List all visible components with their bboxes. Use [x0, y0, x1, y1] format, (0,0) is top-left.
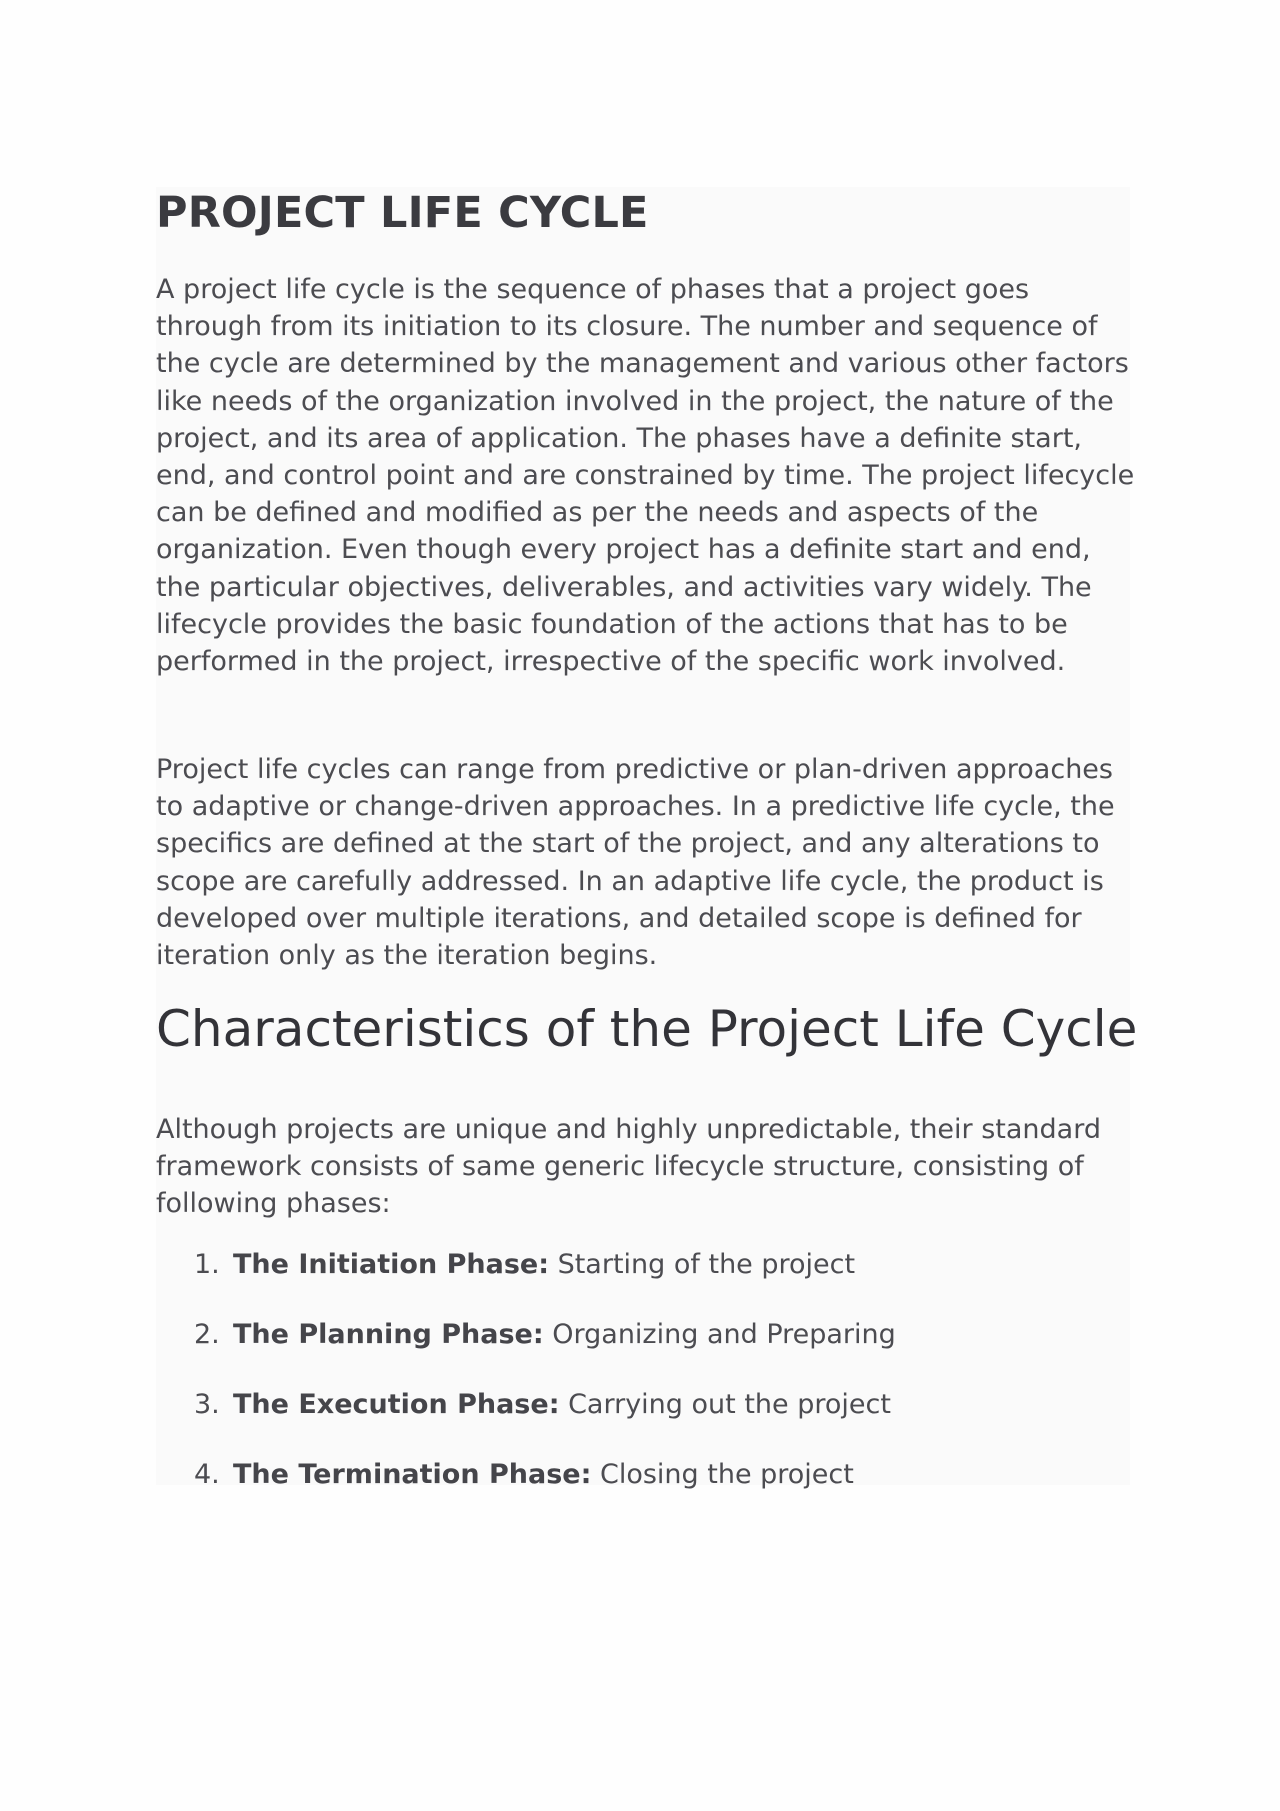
- phase-description: Closing the project: [591, 1459, 854, 1490]
- document-body: [156, 187, 1138, 1490]
- phase-name: The Planning Phase:: [233, 1319, 544, 1350]
- phase-description: Organizing and Preparing: [543, 1319, 896, 1350]
- phase-description: Carrying out the project: [559, 1389, 891, 1420]
- list-item: [156, 1316, 896, 1386]
- list-number: 1.: [194, 1249, 220, 1280]
- list-item: [156, 1386, 896, 1456]
- list-number: 3.: [194, 1389, 220, 1420]
- list-item: [156, 1456, 896, 1526]
- phase-description: Starting of the project: [549, 1249, 856, 1280]
- phase-list: [156, 1246, 896, 1526]
- list-item: [156, 1246, 896, 1316]
- document-title: PROJECT LIFE CYCLE: [156, 188, 649, 238]
- phase-name: The Termination Phase:: [233, 1459, 592, 1490]
- intro-paragraph: A project life cycle is the sequence of phases that a project goes through from its initiation to its closure. The number and sequence of the cycle are determined by the management and various other factors like needs of the organization involved in the project, the nature of the project, and its area of application. The phases have a definite start, end, and control point and are constrained by time. The project lifecycle can be defined and modified as per the needs and aspects of the organization. Even though every project has a definite start and end, the particular objectives, deliverables, and activities vary widely. The lifecycle provides the basic foundation of the actions that has to be performed in the project, irrespective of the specific work involved.: [156, 274, 1135, 678]
- approaches-paragraph: Project life cycles can range from predictive or plan-driven approaches to adaptive or change-driven approaches. In a predictive life cycle, the specifics are defined at the start of the project, and any alterations to scope are carefully addressed. In an adaptive life cycle, the product is developed over multiple iterations, and detailed scope is defined for iteration only as the iteration begins.: [156, 754, 1115, 972]
- phase-name: The Execution Phase:: [233, 1389, 560, 1420]
- phase-name: The Initiation Phase:: [233, 1249, 549, 1280]
- section-heading: Characteristics of the Project Life Cycle: [156, 1000, 1138, 1058]
- list-number: 4.: [194, 1459, 220, 1490]
- list-number: 2.: [194, 1319, 220, 1350]
- characteristics-paragraph: Although projects are unique and highly unpredictable, their standard framework consists of same generic lifecycle structure, consisting of following phases:: [156, 1114, 1101, 1220]
